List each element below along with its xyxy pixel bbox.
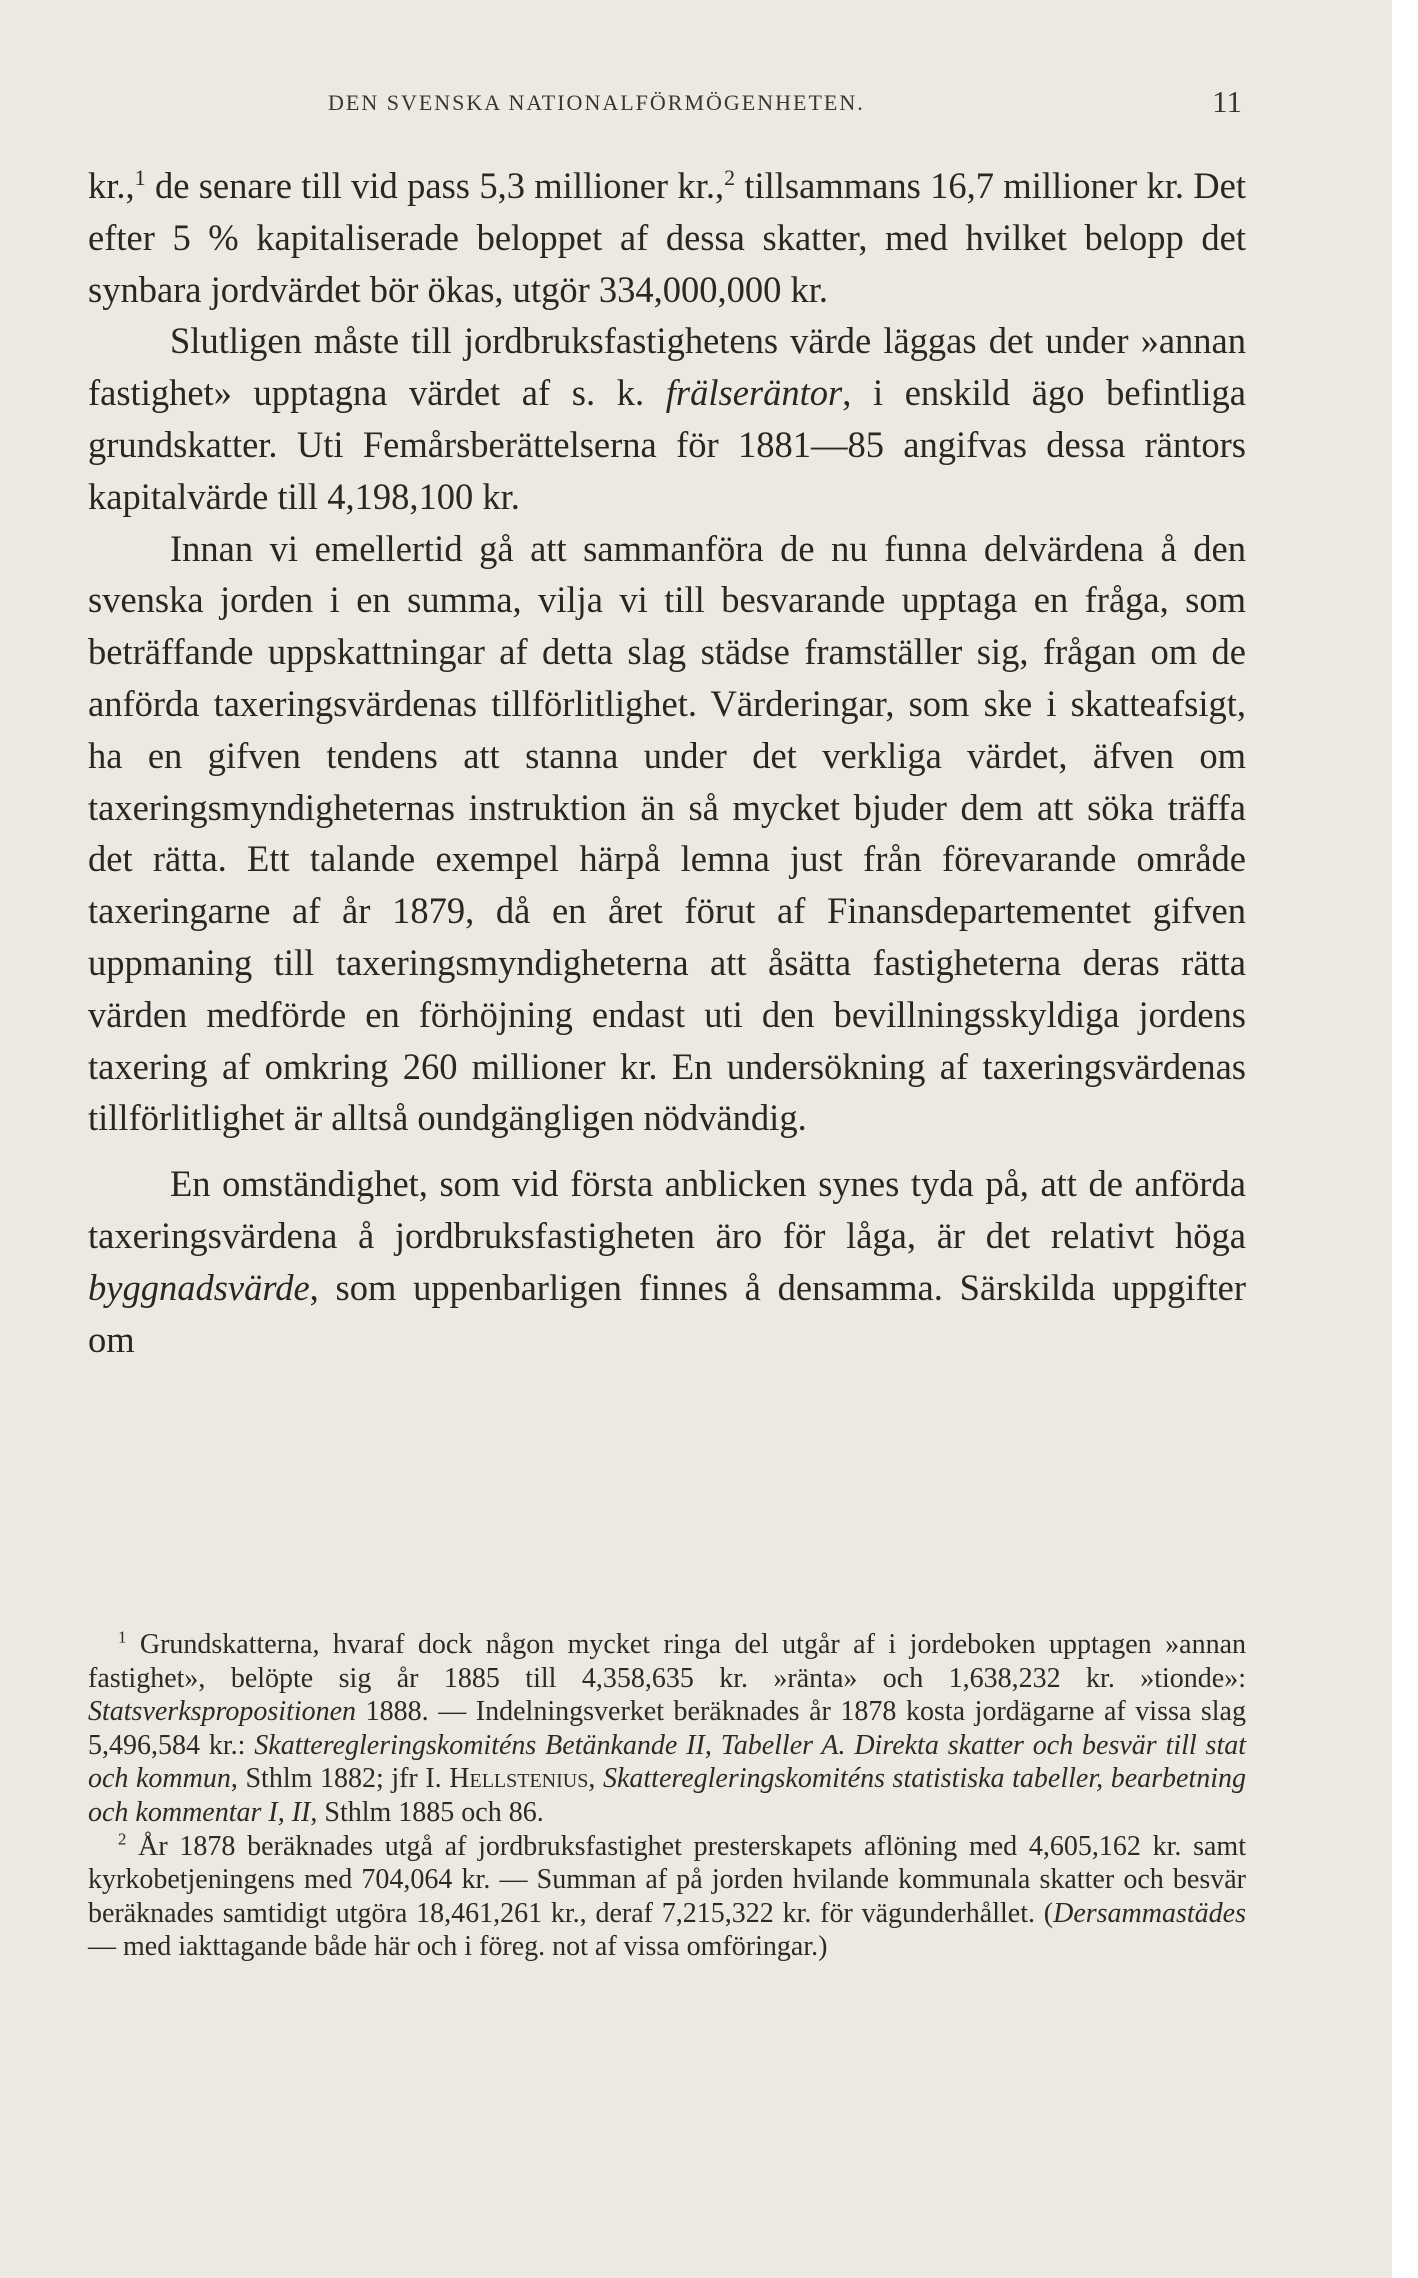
italic-title: Statsverkspropositionen	[88, 1696, 357, 1728]
footnote-1	[88, 1628, 1246, 1830]
footnote-ref-1[interactable]: 1	[134, 164, 146, 190]
author-name: Hellstenius	[449, 1763, 589, 1795]
body-text	[88, 160, 1246, 1365]
footnotes	[88, 1628, 1246, 1964]
text-run: de senare till vid pass 5,3 millioner kr.,	[145, 165, 725, 206]
footnote-mark-1: 1	[118, 1627, 127, 1647]
text-run: kr.,	[88, 165, 135, 206]
text-run: , som uppenbarligen finnes å densamma. Särskilda uppgifter om	[88, 1266, 1246, 1360]
text-run: Slutligen måste till jordbruksfastighetens värde läggas det under »annan fastighet» upptagna värdet af s. k.	[88, 320, 1246, 414]
text-run: En omständighet, som vid första anblicken synes tyda på, att de anförda taxeringsvärdena å jordbruksfastigheten äro för låga, är det relativt höga	[88, 1163, 1246, 1256]
footnote-ref-2[interactable]: 2	[724, 164, 736, 190]
scan-margin	[1392, 0, 1418, 2278]
italic-term: frälseräntor	[665, 372, 843, 414]
text-run: , i enskild ägo befintliga grundskatter. Uti Femårsberättelserna för 1881—85 angifvas dessa räntors kapitalvärde till 4,198,100 kr.	[88, 372, 1246, 517]
text-run: ,	[588, 1763, 603, 1795]
italic-title: Skatteregleringskomiténs statistiska tabeller, bearbetning och kommentar I, II	[88, 1763, 1247, 1828]
text-run: Grundskatterna, hvaraf dock någon mycket ringa del utgår af i jordeboken upptagen »annan fastighet», belöpte sig år 1885 till 4,358,635 kr. »ränta» och 1,638,232 kr. »tionde»:	[88, 1629, 1246, 1694]
running-title: DEN SVENSKA NATIONALFÖRMÖGENHETEN.	[328, 90, 865, 115]
paragraph-1	[88, 160, 1246, 315]
paragraph-3: Innan vi emellertid gå att sammanföra de nu funna delvärdena å den svenska jorden i en summa, vilja vi till besvarande upptaga en fråga, som beträffande uppskattningar af detta slag städse framställer sig, frågan om de anförda taxeringsvärdenas tillförlitlighet. Värderingar, som ske i skatteafsigt, ha en gifven tendens att stanna under det verkliga värdet, äfven om taxeringsmyndigheternas instruktion än så mycket bjuder dem att söka träffa det rätta. Ett talande exempel härpå lemna just från förevarande område taxeringarne af år 1879, då en året förut af Finansdepartementet gifven uppmaning till taxeringsmyndigheterna att åsätta fastigheterna deras rätta värden medförde en förhöjning endast uti den bevillningsskyldiga jordens taxering af omkring 260 millioner kr. En undersökning af taxeringsvärdenas tillförlitlighet är alltså oundgängligen nödvändig.	[88, 527, 1246, 1139]
paragraph-4	[88, 1158, 1246, 1365]
footnote-2	[88, 1830, 1246, 1964]
page-header	[88, 86, 1242, 126]
italic-term: byggnadsvärde	[88, 1266, 310, 1308]
italic-title: Dersammastädes	[1053, 1897, 1246, 1929]
italic-title: Skatteregleringskomiténs Betänkande II, Tabeller A. Direkta skatter och besvär till stat och kommun	[88, 1729, 1246, 1795]
text-run: , Sthlm 1885 och 86.	[310, 1796, 544, 1828]
text-run: 1888. — Indelningsverket beräknades år 1878 kosta jordägarne af vissa slag 5,496,584 kr.:	[88, 1696, 1246, 1761]
paragraph-2	[88, 315, 1246, 522]
text-run: — med iakttagande både här och i föreg. not af vissa omföringar.)	[88, 1931, 828, 1963]
page-number: 11	[1212, 84, 1242, 119]
text-run: , Sthlm 1882; jfr I.	[230, 1763, 450, 1795]
footnote-mark-2: 2	[118, 1829, 127, 1849]
text-run: År 1878 beräknades utgå af jordbruksfastighet presterskapets aflöning med 4,605,162 kr. samt kyrkobetjeningens med 704,064 kr. — Summan af på jorden hvilande kommunala skatter och besvär beräknades samtidigt utgöra 18,461,261 kr., deraf 7,215,322 kr. för vägunderhållet. (	[88, 1830, 1246, 1929]
text-run: tillsammans 16,7 millioner kr. Det efter 5 % kapitaliserade beloppet af dessa skatter, med hvilket belopp det synbara jordvärdet bör ökas, utgör 334,000,000 kr.	[88, 165, 1246, 310]
